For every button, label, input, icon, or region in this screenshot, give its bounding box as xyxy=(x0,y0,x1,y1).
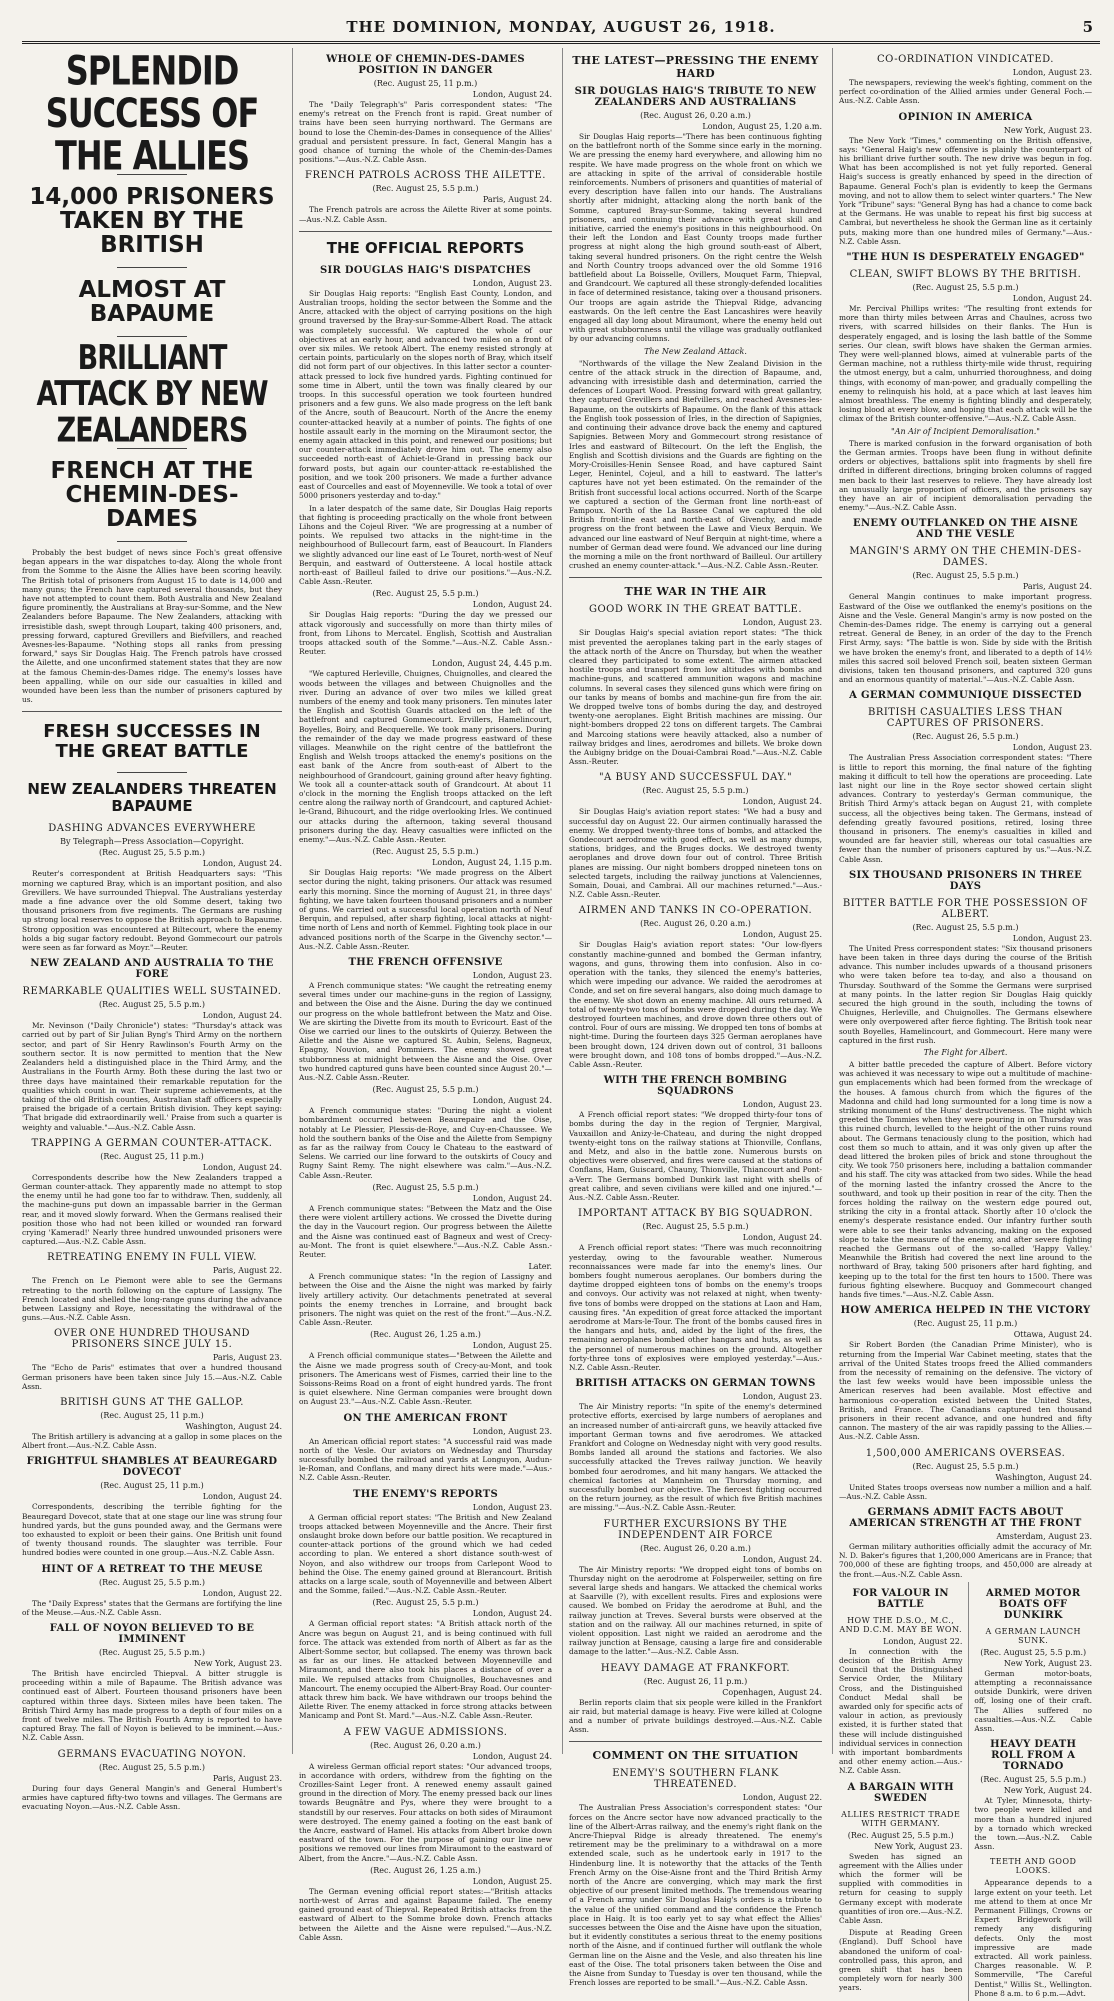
dateline: Paris, August 23. xyxy=(212,1353,282,1363)
dateline: London, August 24. xyxy=(472,1193,552,1203)
headline-war-in-air: THE WAR IN THE AIR xyxy=(624,585,767,599)
section-heading: SIX THOUSAND PRISONERS IN THREE DAYS xyxy=(849,869,1082,892)
dateline: Ottawa, August 24. xyxy=(1013,1330,1092,1340)
section-heading: ON THE AMERICAN FRONT xyxy=(343,1412,508,1424)
article-paragraph: A French communique states: "In the region of Lassigny and between the Oise and the Aisne the night was marked by fairly lively artillery activity. Our detachments penetrated at several points the enemy trenches in Lorraine, and brought back prisoners. The night was quiet on the rest of the front."—Aus.-N.Z. Cable Assn.-Reuter. xyxy=(299,1272,552,1328)
article-paragraph: The French patrols are across the Ailette River at some points.—Aus.-N.Z. Cable Assn. xyxy=(299,205,552,224)
received-line: (Rec. August 25, 5.5 p.m.) xyxy=(980,1775,1087,1785)
section-heading: HEAVY DEATH ROLL FROM A TORNADO xyxy=(990,1739,1077,1773)
section-heading: NEW ZEALAND AND AUSTRALIA TO THE FORE xyxy=(30,958,274,981)
section-heading: FALL OF NOYON BELIEVED TO BE IMMINENT xyxy=(49,1623,255,1645)
article-paragraph: A French official report states: "We dropped thirty-four tons of bombs during the day in the region of Tergnier, Margival, Vauxaillon and Anizy-le-Chateau, and during the night dropped twenty-eight tons on the railway stations at Thionville, Conflans, and Metz, and also in the battle zone. Numerous bursts on objectives were observed, and fires were caused at the stations of Conflans, Ham, Guiscard, Chauny, Thionville, Thiancourt and Pont-a-Verr. The Germans bombed Dunkirk last night with shells of great calibre, and seven civilians were killed and one injured."—Aus.-N.Z. Cable Assn.-Reuter. xyxy=(569,1110,822,1203)
section-heading: THE FRENCH OFFENSIVE xyxy=(348,957,503,969)
left-subcolumn xyxy=(839,1582,962,2001)
article-paragraph: Sir Douglas Haig reports: "During the day we pressed our attack vigorously and successfully on more than thirty miles of front, from Lihons to Mercatel. English, Scottish and Australian troops attacked south of the Somme."—Aus.-N.Z. Cable Assn.-Reuter. xyxy=(299,610,552,657)
dateline: London, August 23. xyxy=(472,278,552,288)
intro-paragraph: Probably the best budget of news since Foch's great offensive began appears in the war dispatches to-day. Along the whole front from the Somme to the Aisne the Allies have been scoring heavily. The British total of prisoners from August 15 to date is 14,000 and many guns; the French have captured several thousands, but they have not attempted to count them. Both Australia and New Zealand figure prominently, the Australians at Bray-sur-Somme, and the New Zealanders before Bapaume. The New Zealanders, attacking with irresistible dash, swept through Loupart, taking 400 prisoners, and, pressing forward, captured Grevillers and Biefvillers, and reached Avesnes-les-Bapaume. "Nothing stops all ranks from pressing forward," says Sir Douglas Haig. The French patrols have crossed the Ailette, and one unconfirmed statement states that they are now at the famous Chemin-des-Dames ridge. The enemy's losses have been appalling, while on our side our casualties in killed and wounded have been less than the number of prisoners captured by us. xyxy=(22,548,282,705)
divider xyxy=(299,231,552,232)
section-heading: HOW AMERICA HELPED IN THE VICTORY xyxy=(840,1305,1091,1317)
received-line: (Rec. August 25, 5.5 p.m.) xyxy=(912,283,1019,293)
dateline: London, August 24, 1.15 p.m. xyxy=(432,858,552,868)
article-paragraph: The United Press correspondent states: "Six thousand prisoners have been taken in three days during the course of the British advance. This number includes upwards of a thousand prisoners who were taken before tea to-day, and also a thousand on Thursday. Southward of the Somme the Germans were surprised at many points. In the latter region Sir Douglas Haig quickly secured the high ground in the south, including the towns of Chuignes, Herleville, and Chuignolles. The Germans elsewhere were only overpowered after fierce fighting. The British took near south Boyelles, Hamelincourt, and Gommecourt. Here many were captured in the first rush. xyxy=(839,943,1092,1045)
dateline: London, August 24. xyxy=(472,90,552,99)
received-line: (Rec. August 25, 5.5 p.m.) xyxy=(372,847,479,857)
article-paragraph: "We captured Herleville, Chuignes, Chuignolles, and cleared the woods between the villages and between Chuignolles and the river. During an advance of over two miles we killed great numbers of the enemy and took many prisoners. Ten minutes later the English and Scottish Guards attacked on the left of the battlefront and captured Gommecourt. Ervillers, Hamelincourt, Boyelles, Boiry, and Becquerelle. We took many prisoners. During the remainder of the day we made progress eastward of these villages. Meanwhile on the right centre of the battlefront the English and Welsh troops attacked the enemy's positions on the east bank of the Ancre from south-east of Albert to the neighbourhood of Grandcourt, gaining ground after heavy fighting. We took all a counter-attack south of Grandcourt. At about 11 o'clock in the morning the English troops attacked on the left centre along the railway north of Grandcourt, and captured Achiet-le-Grand, Bihucourt, and the ridge overlooking Irles. We continued our attacks during the afternoon, taking several thousand prisoners during the day. Heavy casualties were inflicted on the enemy."—Aus.-N.Z. Cable Assn.-Reuter. xyxy=(299,669,552,844)
article-paragraph: In a later despatch of the same date, Sir Douglas Haig reports that fighting is proceeding practically on the whole front between Lihons and the Cojeul River. "We are progressing at a number of points. We repulsed two attacks in the night-time in the neighbourhood of Bullecourt farm, east of Beaucourt. In Flanders we slightly advanced our line east of Le Touret, north-west of Neuf Berquin, and eastward of Outtersteene. A local hostile attack north-east of Bailleul failed to drive our positions."—Aus.-N.Z. Cable Assn.-Reuter. xyxy=(299,503,552,587)
section-subheading: MANGIN'S ARMY ON THE CHEMIN-DES-DAMES. xyxy=(849,546,1082,569)
article-paragraph: The French on Le Piemont were able to see the Germans retreating to the north following on the capture of Lassigny. The French located and shelled the long-range guns during the advance between Lassigny and Roye, necessitating the withdrawal of the guns.—Aus.-N.Z. Cable Assn. xyxy=(22,1276,282,1323)
dateline: London, August 24. xyxy=(472,1096,552,1106)
dateline: London, August 23. xyxy=(1012,743,1092,753)
dateline: New York, August 23. xyxy=(1003,1658,1092,1668)
dateline: New York, August 23. xyxy=(1003,125,1092,135)
column-3 xyxy=(562,48,822,1988)
article-paragraph: The Air Ministry reports: "In spite of the enemy's determined protective efforts, exercised by large numbers of aeroplanes and an increased number of anti-aircraft guns, we heavily attacked five important German towns and five aerodromes. We attacked Frankfort and Cologne on Wednesday night with very good results. Bombs landed all around the stations and factories. We also successfully attacked the Treves railway junction. We heavily bombed four aerodromes, and hit many hangars. We attacked the chemical factories at Mannheim on Thursday morning, and successfully bombed our objective. The fiercest fighting occurred on the return journey, as the result of which five British machines are missing."—Aus.-N.Z. Cable Assn.-Reuter. xyxy=(569,1402,822,1513)
article-paragraph: The German evening official report states:—"British attacks north-west of Arras and against Bapaume failed. The enemy gained ground east of Thiepval. Repeated British attacks from the eastward of Albert to the Somme broke down. French attacks between the Ailette and the Aisne were repulsed."—Aus.-N.Z. Cable Assn. xyxy=(299,1886,552,1942)
article-paragraph: The Air Ministry reports: "We dropped eight tons of bombs on Thursday night on the aerodrome at Folsperweiler, setting on fire several large sheds and hangars. We attacked the chemical works at Saarville (?), with excellent results. Fires and explosions were caused. We bombed on Friday the aerodrome at Buhl, and the railway junction at Treves. Several bursts were observed at the station and on the railway. All our machines returned, in spite of violent opposition. Last night we raided an aerodrome and the railway junction at Bensage, causing a large fire and considerable damage to the latter."—Aus.-N.Z. Cable Assn. xyxy=(569,1564,822,1657)
headline-bapaume: ALMOST AT BAPAUME xyxy=(78,277,226,327)
dateline: Paris, August 24. xyxy=(482,195,552,205)
received-line: (Rec. August 26, 5.5 p.m.) xyxy=(912,732,1019,742)
divider xyxy=(117,267,187,268)
section-heading: A FEW VAGUE ADMISSIONS. xyxy=(343,1726,508,1738)
section-heading: IMPORTANT ATTACK BY BIG SQUADRON. xyxy=(578,1208,813,1220)
dateline: London, August 24. xyxy=(1012,294,1092,304)
headline-prisoners: 14,000 PRISONERS TAKEN BY THE BRITISH xyxy=(29,184,275,258)
dateline: London, August 22. xyxy=(742,1793,822,1803)
headline-comment: COMMENT ON THE SITUATION xyxy=(592,1749,799,1763)
article-paragraph: The British have encircled Thiepval. A bitter struggle is proceeding within a mile of Bapaume. The British advance was continued east of Albert. Fourteen thousand prisoners have been captured within three days. Sixteen miles have been taken. The British Third Army has made progress to a depth of four miles on a front of twelve miles. The British Fourth Army is reported to have captured Bray. The fall of Noyon is believed to be imminent.—Aus.-N.Z. Cable Assn. xyxy=(22,1669,282,1743)
article-paragraph: Mr. Nevinson ("Daily Chronicle") states: "Thursday's attack was carried out by part of Sir Julian Byng's Third Army on the northern sector, and part of Sir Henry Rawlinson's Fourth Army on the southern sector. It is now permitted to mention that the New Zealanders held a distinguished place in the Third Army, and the Australians in the Fourth Army. Both these during the last two or three days have maintained their remarkable reputation for the qualities which count in war. Their supreme achievements, at the taking of the old British counties, Australian staff officers especially praised the brigade of a certain British division. They kept saying: 'That brigade did extraordinarily well.' Praise from such a quarter is weighty and valuable."—Aus.-N.Z. Cable Assn. xyxy=(22,1021,282,1132)
article-paragraph: German motor-boats, attempting a reconnaissance outside Dunkirk, were driven off, losing one of their craft. The Allies suffered no casualties.—Aus.-N.Z. Cable Assn. xyxy=(974,1668,1092,1733)
section-subheading: BRITISH CASUALTIES LESS THAN CAPTURES OF PRISONERS. xyxy=(867,707,1064,730)
section-subheading: REMARKABLE QUALITIES WELL SUSTAINED. xyxy=(22,986,282,998)
received-line: (Rec. August 25, 5.5 p.m.) xyxy=(372,589,479,599)
section-heading: AIRMEN AND TANKS IN CO-OPERATION. xyxy=(578,905,813,917)
article-paragraph: Sir Douglas Haig reports: "English East County, London, and Australian troops, holding the sector between the Somme and the Ancre, attacked with the object of carrying positions on the high ground traversed by the Bray-sur-Somme-Albert Road. The attack was completely successful. We captured the whole of our objectives at an early hour, and advanced two miles on a front of over six miles. We retook Albert. The enemy resisted strongly at certain points, particularly on the slopes north of Bray, which itself did not form part of our objectives. In this latter sector a counter-attack pressed to lock five hundred yards. Fighting continued for some time in Albert, until the town was finally cleared by our troops. In this successful operation we took fourteen hundred prisoners and a few guns. We also made progress on the left bank of the Ancre, south of Beaucourt. North of the Ancre the enemy counter-attacked heavily at a number of points. The fights of one hostile assault early in the morning on the Miraumont sector, the enemy again attacked in this point, and renewed our positions; but our counter-attack immediately drove him out. The enemy also succeeded north-east of Achiet-le-Grand in pressing back our forward posts, but again our counter-attack re-established the position, and we took 200 prisoners. We made a further advance east of Courcelles and east of Moyenneville. We took a total of over 5000 prisoners yesterday and to-day." xyxy=(299,288,552,501)
article-paragraph: A French communique states: "We caught the retreating enemy several times under our machine-guns in the region of Lassigny, and between the Oise and the Aisne. During the day we continued our progress on the whole battlefront between the Matz and Oise. We are skirting the Divette from its mouth to Evricourt. East of the Oise we carried our lines to the outskirts of Quierzy. Between the Ailette and the Aisne we captured St. Aubin, Selens, Bagneux, Epagny, Nouvion, and Pommiers. The enemy showed great stubbornness at midnight between the Aisne and the Oise. Over two hundred captured guns have been counted since August 20."—Aus.-N.Z. Cable Assn.-Reuter. xyxy=(299,981,552,1083)
received-line: (Rec. August 25, 5.5 p.m.) xyxy=(847,1830,954,1840)
article-paragraph: Sweden has signed an agreement with the Allies under which the former will be supplied with commodities in return for ceasing to supply Germany except with moderate quantities of iron ore.—Aus.-N.Z. Cable Assn. xyxy=(839,1851,963,1926)
section-subheading: CLEAN, SWIFT BLOWS BY THE BRITISH. xyxy=(849,269,1082,281)
article-paragraph: An American official report states: "A successful raid was made north of the Vesle. Our aviators on Wednesday and Thursday successfully bombed the railroad and yards at Longuyon, Audun-le-Roman, and Conflans, and many direct hits were made."—Aus.-N.Z. Cable Assn.-Reuter. xyxy=(299,1436,552,1483)
received-line: (Rec. August 25, 5.5 p.m.) xyxy=(372,184,479,194)
article-paragraph: "Northwards of the village the New Zealand Division in the centre of the attack struck in the direction of Bapaume, and, advancing with irresistible dash and determination, carried the defences of Loupart Wood. Pressing forward with great gallantry, they captured Grevillers and Biefvillers, and reached Avesnes-les-Bapaume, on the outskirts of Bapaume. On the flank of this attack the English took possession of Irles, in the direction of Sapignies, and continuing their advance drove back the enemy and captured Sapignies. Between Mory and Gommecourt strong resistance of Irles and eastward of Biltecourt. On the left the English, the English and Scottish divisions and the Guards are fighting on the Mory-Croisilles-Henin Sensee Road, and have captured Saint Leger, Henintel, Cojeul, and a hill to eastward. The latter's captures have not yet been estimated. On the remainder of the British front successful local actions occurred. North of the Scarpe we captured a section of the German front line north-east of Fampoux. North of the La Bassee Canal we captured the old British front-line east and north-east of Givenchy, and made progress on the front between the Lawe and Vieux Berquin. We advanced our line eastward of Neuf Berquin at night-time, where a number of German dead were found. We advanced our line during the morning a mile on the front northward of Bailleul. Our artillery crushed an enemy counter-attack."—Aus.-N.Z. Cable Assn.-Reuter. xyxy=(569,358,822,571)
received-line: (Rec. August 25, 11 p.m.) xyxy=(100,1410,204,1420)
divider xyxy=(569,577,822,578)
dateline: Paris, August 24. xyxy=(1022,582,1092,592)
dateline: Washington, August 24. xyxy=(185,1421,282,1431)
section-heading: FRENCH PATROLS ACROSS THE AILETTE. xyxy=(305,170,546,182)
received-line: (Rec. August 25, 5.5 p.m.) xyxy=(99,1577,205,1587)
dateline: London, August 23. xyxy=(742,618,822,628)
section-heading: FRIGHTFUL SHAMBLES AT BEAUREGARD DOVECOT xyxy=(26,1456,278,1479)
section-subheading: A GERMAN LAUNCH SUNK. xyxy=(985,1626,1081,1645)
dateline: New York, August 23. xyxy=(193,1659,282,1668)
received-line: (Rec. August 26, 0.20 a.m.) xyxy=(370,1740,481,1750)
article-paragraph: German military authorities officially admit the accuracy of Mr. N. D. Baker's figures that 1,200,000 Americans are in France; that 700,000 of these are fighting troops, and 450,000 are already at the front.—Aus.-N.Z. Cable Assn. xyxy=(839,1541,1092,1579)
received-line: (Rec. August 25, 5.5 p.m.) xyxy=(99,1762,205,1772)
article-paragraph: A German official report states: "A British attack north of the Ancre was begun on August 21, and is being continued with full force. The attack was extended from north of Albert as far as the Albert-Somme sector, but collapsed. The enemy was thrown back as far as our lines. He attacked between Moyenneville and Miraumont, and there also took his places a distance of over a mile. We repulsed attacks from Chuignolles, Bouchavesnes and Mancourt. The enemy occupied the Albert-Bray Road. Our counter-attack threw him back. We have withdrawn our troops behind the Ailette River. The enemy attacked in force strong attacks between Manicamp and Pont St. Mard."—Aus.-N.Z. Cable Assn.-Reuter. xyxy=(299,1619,552,1721)
article-paragraph: The Australian Press Association correspondent states: "There is little to report this morning, the final nature of the fighting making it difficult to tell how the operations are proceeding. Late last night our line in the Roye sector showed certain slight advances. Contrary to yesterday's German communique, the British Third Army's attack began on August 21, with complete success, all the objectives being taken. The Germans, instead of defending greatly favoured positions, retired, losing three thousand in prisoners. The enemy's casualties in killed and wounded are far heavier still, whereas our total casualties are fewer than the number of prisoners captured by us."—Aus.-N.Z. Cable Assn. xyxy=(839,753,1092,864)
dateline: London, August 24. xyxy=(472,1609,552,1619)
dateline: London, August 23. xyxy=(1012,68,1092,77)
dateline: London, August 24. xyxy=(742,1233,822,1243)
section-subheading: ALLIES RESTRICT TRADE WITH GERMANY. xyxy=(841,1809,961,1828)
article-paragraph: A German official report states: "The British and New Zealand troops attacked between Moyenneville and the Ancre. Their first onslaught broke down before our battle position. We recaptured in counter-attack portions of the ground which we had ceded according to plan. We entered a short distance south-west of Noyon, and also withdrew our troops from Carlepont Wood to behind the Oise. The enemy gained ground at Blerancourt. British attacks on a large scale, south of Moyenneville and between Albert and the Somme, failed."—Aus.-N.Z. Cable Assn.-Reuter. xyxy=(299,1512,552,1596)
dateline: London, August 22. xyxy=(202,1588,282,1598)
headline-new-zealanders: BRILLIANT ATTACK BY NEW ZEALANDERS xyxy=(36,338,268,451)
headline-main: SPLENDID SUCCESS OF THE ALLIES xyxy=(45,46,259,180)
dateline: London, August 23. xyxy=(472,971,552,981)
article-paragraph: A French communique states: "Between the Matz and the Oise there were violent artillery actions. We crossed the Divette during the day in the Vaucourt region. Our progress between the Ailette and the Aisne was continued east of Bagneux and west of Crecy-au-Mont. The front is quiet elsewhere."—Aus.-N.Z. Cable Assn.-Reuter. xyxy=(299,1203,552,1259)
article-paragraph: Sir Douglas Haig reports: "We made progress on the Albert sector during the night, taking prisoners. Our attack was resumed early this morning. Since the morning of August 21, in three days' fighting, we have taken fourteen thousand prisoners and a number of guns. We carried out a successful local operation north of Neuf Berquin, and repulsed, after sharp fighting, local attacks at night-time north of Lens and north of Kemmel. Fighting took place in our advanced positions north of the Scarpe in the Givenchy sector."—Aus.-N.Z. Cable Assn.-Reuter. xyxy=(299,868,552,951)
dateline: London, August 24. xyxy=(742,1554,822,1564)
article-paragraph: A French official report states: "There was much reconnoitring yesterday, owing to the favourable weather. Numerous reconnaissances were made far into the enemy's lines. Our bombers fought numerous aeroplanes. Our bombers during the daytime dropped eighteen tons of bombs on the enemy's troops and convoys. Our activity was not relaxed at night, when twenty-five tons of bombs were dropped on the stations at Laon and Ham, causing fires. "An expedition of great force attacked the important aerodrome at Mars-le-Tour. The front of the bombs caused fires in the hangars and huts, and, aided by the light of the fires, the remaining aeroplanes bombed other hangars and huts, as well as the personnel of numerous machines on the ground. Altogether forty-three tons of explosives were employed yesterday."—Aus.-N.Z. Cable Assn.-Reuter. xyxy=(569,1243,822,1372)
headline-dashing: DASHING ADVANCES EVERYWHERE xyxy=(48,823,256,835)
headline-official-reports: THE OFFICIAL REPORTS xyxy=(326,238,525,257)
received-line: (Rec. August 26, 0.20 a.m.) xyxy=(640,111,751,120)
article-paragraph: A French official communique states—"Between the Ailette and the Aisne we made progress south of Crecy-au-Mont, and took prisoners. The Americans west of Fismes, carried their line to the Soissons-Reims Road on a front of eight hundred yards. The front is quiet elsewhere. Nine German companies were brought down on August 23."—Aus.-N.Z. Cable Assn.-Reuter. xyxy=(299,1351,552,1407)
headline-haig-tribute: SIR DOUGLAS HAIG'S TRIBUTE TO NEW ZEALANDERS AND AUSTRALIANS xyxy=(574,86,817,108)
dateline: London, August 23. xyxy=(1012,933,1092,943)
section-heading: A BARGAIN WITH SWEDEN xyxy=(847,1781,954,1804)
received-line: (Rec. August 26, 1.25 a.m.) xyxy=(370,1330,481,1340)
article-paragraph: Correspondents, describing the terrible fighting for the Beauregard Dovecot, state that at one stage our line was strung four hundred yards, but the guns pounded away, and the Germans were too exhausted to exploit or been their gains. One British unit found of twenty thousand rounds. The slaughter was terrible. Four hundred bodies were counted in one group.—Aus.-N.Z. Cable Assn. xyxy=(22,1502,282,1558)
headline-french: FRENCH AT THE CHEMIN-DES-DAMES xyxy=(50,458,254,532)
received-line: (Rec. August 25, 11 p.m.) xyxy=(100,1481,204,1491)
dateline: London, August 24. xyxy=(202,859,282,869)
dateline: Washington, August 24. xyxy=(995,1472,1092,1482)
received-line: (Rec. August 26, 0.20 a.m.) xyxy=(640,919,751,929)
article-paragraph: The New York "Times," commenting on the British offensive, says: "General Haig's new offensive is plainly the counterpart of his brilliant drive further south. The new drive was begun in fog. What has been accomplished is not yet fully reported. General Haig's success is greatly enhanced by speed in the direction of Bapaume. General Foch's plan is evidently to keep the Germans moving, and not to allow them to select winter quarters." The New York "Tribune" says: "General Byng has had a chance to come back at the Germans. He was unable to repeat his first big success at Cambrai, but nevertheless he shook the German line as it certainly puts, making more than one hundred miles of Germany."—Aus.-N.Z. Cable Assn. xyxy=(839,135,1092,246)
article-paragraph: The "Echo de Paris" estimates that over a hundred thousand German prisoners have been taken since July 15.—Aus.-N.Z. Cable Assn. xyxy=(22,1363,282,1391)
section-heading: "A BUSY AND SUCCESSFUL DAY." xyxy=(598,772,793,784)
section-heading: OPINION IN AMERICA xyxy=(898,111,1033,123)
dateline: New York, August 23. xyxy=(874,1841,963,1851)
section-heading: ENEMY OUTFLANKED ON THE AISNE AND THE VESLE xyxy=(853,518,1078,541)
dateline: Later. xyxy=(528,1262,552,1272)
received-line: (Rec. August 26, 1.25 a.m.) xyxy=(370,1865,481,1875)
byline: By Telegraph—Press Association—Copyright. xyxy=(60,837,244,847)
masthead-title: THE DOMINION, MONDAY, AUGUST 26, 1918. xyxy=(346,18,776,36)
received-line: (Rec. August 25, 5.5 p.m.) xyxy=(99,1648,205,1657)
article-paragraph: There is marked confusion in the forward organisation of both the German armies. Troops have been flung in without definite orders or objectives, battalions split into fragments by shell fire drifted in different directions, bringing broken columns of ragged men back to their last reserves to relieve. They have already lost an unusually large proportion of officers, and the prisoners say they have an air of incipient demoralisation pervading the enemy."—Aus.-N.Z. Cable Assn. xyxy=(839,438,1092,513)
received-line: (Rec. August 25, 5.5 p.m.) xyxy=(372,1182,479,1192)
received-line: (Rec. August 25, 5.5 p.m.) xyxy=(99,1000,205,1010)
article-paragraph: A French communique states: "During the night a violent bombardment occurred between Beaurepaire and the Oise, notably at Le Plessier, Plessis-de-Roye, and Cuy-en-Chaussee. We hold the southern banks of the Oise and the Ailette from Sempigny as far as the railway from Coucy le Chateau to the eastward of Selens. We carried our line forward to the outskirts of Coucy and Rugny Saint Remy. The night elsewhere was calm."—Aus.-N.Z. Cable Assn.-Reuter. xyxy=(299,1106,552,1180)
article-paragraph: Mr. Percival Phillips writes: "The resulting front extends for more than thirty miles between Arras and Chaulnes, across two rivers, with scarred hillsides on their flanks. The Hun is desperately engaged, and is losing the lash battle of the Somme series. Our clean, swift blows have shaken the German armies. They were well-planned blows, aimed at vulnerable parts of the German machine, not a ruthless thirty-mile wide thrust, requiring the utmost energy, but a calm, unhurried thoroughness, and doing things, with economy of man-power, and gradually compelling the enemy to relinquish his hold, at a pace which at last leaves him almost breathless. The enemy is fighting blindly and desperately, losing blood at every blow, and hoping that each attack will be the climax of the British counter-offensive."—Aus.-N.Z. Cable Assn. xyxy=(839,304,1092,424)
subheading: "An Air of Incipient Demoralisation." xyxy=(891,426,1040,436)
dateline: London, August 25, 1.20 a.m. xyxy=(702,122,822,131)
dateline: New York, August 24. xyxy=(1003,1786,1092,1796)
received-line: (Rec. August 25, 5.5 p.m.) xyxy=(980,1647,1087,1657)
column-4 xyxy=(832,48,1092,1998)
section-heading: A GERMAN COMMUNIQUE DISSECTED xyxy=(849,690,1082,702)
dateline: London, August 24. xyxy=(472,1751,552,1761)
article-paragraph: In connection with the decision of the British Army Council that the Distinguished Service Order, the Military Cross, and the Distinguished Conduct Medal shall be awarded only for specific acts of valour in action, as previously existed, it is further stated that these will include distinguished individual services in connection with important bombardments and other enemy action.—Aus.-N.Z. Cable Assn. xyxy=(839,1646,963,1776)
divider xyxy=(569,1741,822,1742)
article-paragraph: Dispute at Reading Green (England). Duff School have abandoned the uniform of coal-controlled pass, this apron, and green shift that has been completely worn for nearly 300 years. xyxy=(839,1928,963,1993)
received-line: (Rec. August 25, 5.5 p.m.) xyxy=(99,848,205,858)
received-line: (Rec. August 25, 5.5 p.m.) xyxy=(372,1085,479,1095)
masthead xyxy=(22,18,1100,44)
section-heading: GERMANS EVACUATING NOYON. xyxy=(57,1748,247,1760)
section-heading: FURTHER EXCURSIONS BY THE INDEPENDENT AIR FORCE xyxy=(603,1518,788,1541)
article-paragraph: The Australian Press Association's correspondent states: "Our forces on the Ancre sector have now advanced practically to the line of the Albert-Arras railway, and the enemy's right flank on the Ancre-Thiepval Ridge is already threatened. The enemy's retirement may be the preliminary to a withdrawal on a more extended scale, such as he undertook early in 1917 to the Hindenburg line. It is noteworthy that the attacks of the Tenth French Army on the Oise-Aisne front and the Third British Army north of the Ancre are converging, which may mark the first objective of our present limited methods. The tremendous wearing of a French army under Sir Douglas Haig's orders is a tribute to the value of the unified command and the confidence the French place in Haig. It is too early yet to say what effect the Allies' successes between the Oise and the Aisne have upon the situation, but it evidently constitutes a serious threat to the enemy positions north of the Aisne, and if continued further will outflank the whole German line on the Aisne and the Vesle, and also threaten his line east of the Oise. The total prisoners taken between the Oise and the Aisne from Sunday to Tuesday is over ten thousand, while the French losses are reported to be small."—Aus.-N.Z. Cable Assn. xyxy=(569,1803,822,1988)
headline-threaten-bapaume: NEW ZEALANDERS THREATEN BAPAUME xyxy=(27,780,277,816)
received-line: (Rec. August 25, 11 p.m.) xyxy=(913,1319,1018,1329)
received-line: (Rec. August 25, 5.5 p.m.) xyxy=(912,571,1019,581)
advert-text: Appearance depends to a large extent on your teeth. Let me attend to them at once Mr Permanent Fillings, Crowns or Expert Bridgework will remedy any disfiguring defects. Only the most impressive are made extracted. All work painless. Charges reasonable. W. P. Sommerville, "The Careful Dentist," Willis St., Wellington. Phone 8 a.m. to 6 p.m.—Advt. xyxy=(974,1878,1092,1998)
page-number: 5 xyxy=(1082,18,1094,36)
article-paragraph: Correspondents describe how the New Zealanders trapped a German counter-attack. They apparently made no attempt to stop the enemy until he had gone too far to withdraw. Then, suddenly, all the machine-guns put down an impassable barrier in the German rear, and it moved slowly forward. When the Germans realised their position those who had not been killed or wounded ran forward crying 'Kamerad!' Nearly three hundred unwounded prisoners were captured.—Aus.-N.Z. Cable Assn. xyxy=(22,1172,282,1247)
section-subheading: BITTER BATTLE FOR THE POSSESSION OF ALBERT. xyxy=(842,897,1089,920)
subheading: The New Zealand Attack. xyxy=(644,346,747,356)
received-line: (Rec. August 26, 11 p.m.) xyxy=(643,1676,748,1686)
article-paragraph: The "Daily Telegraph's" Paris correspondent states: "The enemy's retreat on the French front is rapid. Great number of trains have been seen hurrying northward. The Germans are bound to lose the Chemin-des-Dames in consequence of the Allies' gradual and persistent pressure. In fact, General Mangin has a good chance of turning the whole of the Chemin-des-Dames positions."—Aus.-N.Z. Cable Assn. xyxy=(299,100,552,165)
article-paragraph: During four days General Mangin's and General Humbert's armies have captured fifty-two towns and villages. The Germans are evacuating Noyon.—Aus.-N.Z. Cable Assn. xyxy=(22,1783,282,1812)
advert-heading: TEETH AND GOOD LOOKS. xyxy=(989,1857,1077,1876)
section-heading: WHOLE OF CHEMIN-DES-DAMES POSITION IN DANGER xyxy=(326,54,525,76)
section-heading: ARMED MOTOR BOATS OFF DUNKIRK xyxy=(985,1587,1081,1621)
article-paragraph: At Tyler, Minnesota, thirty-two people were killed and more than a hundred injured by a tornado which wrecked the town.—Aus.-N.Z. Cable Assn. xyxy=(974,1796,1092,1852)
article-paragraph: Sir Douglas Haig's aviation report states: "Our low-flyers constantly machine-gunned and bombed the German infantry, wagons, and guns, throwing them into confusion. Also in co-operation with the tanks, they silenced the enemy's batteries, which were impeding our advance. We raided the aerodromes at Conde, and set on fire several hangars, also doing much damage to the enemy. We shot down an enemy machine. All ours returned. A total of twenty-two tons of bombs were dropped during the day. We destroyed fourteen machines, and drove down three others out of control. Four of ours are missing. We dropped ten tons of bombs at night-time. During the fourteen days 325 German aeroplanes have been brought down, 124 driven down out of control, 31 balloons were brought down, and 108 tons of bombs dropped."—Aus.-N.Z. Cable Assn.-Reuter. xyxy=(569,940,822,1070)
article-paragraph: Sir Douglas Haig's aviation report states: "We had a busy and successful day on August 22. Our airmen continually harassed the enemy. We dropped twenty-three tons of bombs, and attacked the Gondecourt aerodrome with good effect, as well as many dumps, stations, bridges, and the Bruges docks. We destroyed twenty aeroplanes and drove down four out of control. Three British planes are missing. Our night bombers dropped nineteen tons on selected targets, including the railway junctions at Valenciennes, Somain, Douai, and Cambrai. All our machines returned."—Aus.-N.Z. Cable Assn.-Reuter. xyxy=(569,807,822,900)
dateline: London, August 25. xyxy=(742,930,822,940)
received-line: (Rec. August 25, 5.5 p.m.) xyxy=(912,922,1019,932)
received-line: (Rec. August 25, 5.5 p.m.) xyxy=(372,1598,479,1608)
section-heading: THE ENEMY'S REPORTS xyxy=(352,1488,498,1500)
received-line: (Rec. August 25, 5.5 p.m.) xyxy=(642,1222,749,1232)
received-line: (Rec. August 25, 5.5 p.m.) xyxy=(912,1461,1019,1471)
dateline: London, August 24, 4.45 p.m. xyxy=(432,659,552,669)
right-subcolumn xyxy=(968,1582,1092,2001)
dateline: Paris, August 22. xyxy=(212,1266,282,1276)
received-line: (Rec. August 26, 0.20 a.m.) xyxy=(640,1543,751,1553)
dateline: London, August 25. xyxy=(472,1341,552,1351)
dateline: Copenhagen, August 24. xyxy=(722,1687,822,1697)
article-paragraph: Berlin reports claim that six people were killed in the Frankfort air raid, but material damage is heavy. Five were killed at Cologne and a number of private buildings destroyed.—Aus.-N.Z. Cable Assn. xyxy=(569,1697,822,1735)
article-paragraph: The newspapers, reviewing the week's fighting, comment on the perfect co-ordination of the Allied armies under General Foch.—Aus.-N.Z. Cable Assn. xyxy=(839,78,1092,106)
section-heading: BRITISH GUNS AT THE GALLOP. xyxy=(60,1396,244,1408)
dateline: London, August 23. xyxy=(472,1502,552,1512)
section-heading: WITH THE FRENCH BOMBING SQUADRONS xyxy=(603,1075,788,1098)
section-heading: HEAVY DAMAGE AT FRANKFORT. xyxy=(600,1662,791,1674)
subheading: The Fight for Albert. xyxy=(923,1048,1008,1058)
dateline: London, August 24. xyxy=(202,1011,282,1021)
section-heading: HINT OF A RETREAT TO THE MEUSE xyxy=(41,1563,263,1575)
article-paragraph: General Mangin continues to make important progress. Eastward of the Oise we outflanked the enemy's positions on the Aisne and the Vesle. General Mangin's army is now posted on the Chemin-des-Dames ridge. The enemy is carrying out a general retreat. General de Beney, in an order of the day to the French First Army, says: "The battle is won. Side by side with the British we have broken the enemy's front, and liberated to a depth of 14½ miles this sacred soil beloved French soil, beaten sixteen German divisions, taken ten thousand prisoners, and captured 320 guns and an enormous quantity of material."—Aus.-N.Z. Cable Assn. xyxy=(839,592,1092,685)
headline-fresh-successes: FRESH SUCCESSES IN THE GREAT BATTLE xyxy=(43,721,261,763)
section-heading: FOR VALOUR IN BATTLE xyxy=(852,1587,949,1610)
divider xyxy=(117,336,187,337)
dateline: London, August 24. xyxy=(472,600,552,610)
section-subheading: HOW THE D.S.O., M.C., AND D.C.M. MAY BE WON. xyxy=(839,1615,963,1634)
section-heading: OVER ONE HUNDRED THOUSAND PRISONERS SINCE JULY 15. xyxy=(54,1328,250,1351)
dateline: Amsterdam, August 23. xyxy=(996,1531,1092,1541)
dateline: London, August 22. xyxy=(883,1636,963,1646)
dateline: London, August 23. xyxy=(742,1100,822,1110)
section-heading: GOOD WORK IN THE GREAT BATTLE. xyxy=(589,604,802,616)
dateline: London, August 24. xyxy=(742,797,822,807)
dateline: London, August 24. xyxy=(202,1492,282,1502)
dateline: London, August 24. xyxy=(202,1162,282,1172)
article-paragraph: United States troops overseas now number a million and a half.—Aus.-N.Z. Cable Assn. xyxy=(839,1482,1092,1501)
article-paragraph: Reuter's correspondent at British Headquarters says: "This morning we captured Bray, which is an important position, and also Grevillers. We have surrounded Thiepval. The Australians yesterday made a fine advance over the old Somme desert, taking two thousand prisoners from five regiments. The Germans are rushing up strong local reserves to oppose the British approach to Bapaume. Strong opposition was encountered at Biltecourt, where the enemy holds a big sugar factory redoubt. Beyond Gommecourt our patrols were seen as far forward as Moyr."—Reuter. xyxy=(22,869,282,953)
dateline: London, August 23. xyxy=(472,1426,552,1436)
article-paragraph: The British artillery is advancing at a gallop in some places on the Albert front.—Aus.-N.Z. Cable Assn. xyxy=(22,1431,282,1451)
received-line: (Rec. August 25, 5.5 p.m.) xyxy=(642,786,749,796)
section-heading: GERMANS ADMIT FACTS ABOUT AMERICAN STRENGTH AT THE FRONT xyxy=(849,1506,1082,1529)
column-2 xyxy=(292,48,552,1942)
article-paragraph: A bitter battle preceded the capture of Albert. Before victory was achieved it was necessary to wipe out a multitude of machine-gun emplacements which had been formed from the wreckage of the houses. A famous church from which the figures of the Madonna and child had long surmounted for a long time is now a striking monument of the Huns' destructiveness. The night which greeted the Tommies when they were pouring in on Thursday was this ruined church, levelled to the height of the other ruins round about. The Germans tenaciously clung to the position, which had cost them so much to attain, and it was only given up after the dead littered the broken piles of brick and stone throughout the city. We took 750 prisoners here, including a battalion commander and his staff. The city was attacked from two sides. While the head of the morning lasted the infantry crossed the Ancre to the southward, and took up their position in rear of the city. Then the forces holding the railway on the western edge poured out, striking the city in a frontal attack. Shortly after 10 o'clock the enemy's desperate resistance ended. Our infantry further south were able to see their tanks advancing, making on the exposed slope to take the measure of the enemy, and after severe fighting reached the Germans out of the so-called 'Happy Valley.' Meanwhile the British had covered the next line around to the northward of Bray, taking 500 prisoners after hard fighting, and keeping up to the total for the first ten hours to 1500. There was furious fighting elsewhere. Bucquoy and Gommecourt changed hands five times."—Aus.-N.Z. Cable Assn. xyxy=(839,1060,1092,1300)
received-line: (Rec. August 25, 11 p.m.) xyxy=(100,1151,204,1161)
section-heading: SIR DOUGLAS HAIG'S DISPATCHES xyxy=(320,264,531,276)
split-section xyxy=(839,1582,1092,2001)
dateline: London, August 23. xyxy=(742,1392,822,1402)
article-paragraph: Sir Robert Borden (the Canadian Prime Minister), who is returning from the Imperial War Cabinet meeting, states that the arrival of the United States troops freed the Allied commanders from the necessity of remaining on the defensive. The victory of the last few weeks would have been impossible unless the American reserves had been available. Most effective and harmonious co-operation existed between the United States, British, and France. The Canadians captured ten thousand prisoners in their recent advance, and one hundred and fifty cannon. The mastery of the air was rapidly passing to the Allies.—Aus.-N.Z. Cable Assn. xyxy=(839,1340,1092,1442)
column-1 xyxy=(22,46,282,1812)
article-paragraph: Sir Douglas Haig reports—"There has been continuous fighting on the battlefront north of the Somme since early in the morning. We are pressing the enemy hard everywhere, and allowing him no respite. We have made progress on the whole front on which we are attacking in spite of the arrival of considerable hostile reinforcements. Numbers of prisoners and quantities of material of every description have fallen into our hands. The Australians shortly after midnight, attacking along the north bank of the Somme, captured Bray-sur-Somme, taking several hundred prisoners, and continuing their advance with great skill and initiative, carried the enemy's positions in this neighbourhood. On their left the London and East County troops made further progress at night along the high ground south-east of Albert, taking several hundred prisoners. On the right centre the Welsh and North Country troops advanced over the old Somme 1916 battlefield about La Boisselle, Ovillers, Mouquet Farm, Thiepval, and Grandcourt. We captured all these strongly-defended localities in face of determined resistance, taking over a thousand prisoners. Our troops are again astride the Thiepval Ridge, advancing eastwards. On the left centre the East Lancashires were heavily engaged all day long about Miraumont, where the enemy held out with great stubbornness until the village was gradually outflanked by our advancing columns. xyxy=(569,132,822,344)
divider xyxy=(117,541,187,542)
article-paragraph: The "Daily Express" states that the Germans are fortifying the line of the Meuse.—Aus.-N.Z. Cable Assn. xyxy=(22,1598,282,1617)
dateline: London, August 25. xyxy=(472,1876,552,1886)
section-heading: CO-ORDINATION VINDICATED. xyxy=(877,54,1054,65)
section-heading: ENEMY'S SOUTHERN FLANK THREATENED. xyxy=(612,1768,779,1791)
section-heading: RETREATING ENEMY IN FULL VIEW. xyxy=(47,1252,257,1264)
headline-latest: THE LATEST—PRESSING THE ENEMY HARD xyxy=(572,54,819,80)
received-line: (Rec. August 25, 11 p.m.) xyxy=(373,79,478,88)
divider xyxy=(22,711,282,712)
section-heading: "THE HUN IS DESPERATELY ENGAGED" xyxy=(846,252,1085,264)
article-paragraph: Sir Douglas Haig's special aviation report states: "The thick mist prevented the aeroplanes taking part in the early stages of the attack north of the Ancre on Thursday, but when the weather cleared they participated to some extent. The airmen attacked hostile troops and transport from low altitudes with bombs and machine-guns, and scattered ammunition wagons and machine columns. In several cases they silenced guns which were firing on our tanks by means of bombs and machine-gun fire from the air. We dropped twelve tons of bombs during the day, and destroyed twenty-one aeroplanes. Eight British machines are missing. Our night-bombers dropped 22 tons on different targets. The Cambrai and Marcoing stations were heavily attacked, also a number of railway bridges and lines, aerodromes and billets. We broke down the Aubigny bridge on the Douai-Cambrai Road."—Aus.-N.Z. Cable Assn.-Reuter. xyxy=(569,628,822,767)
section-heading: BRITISH ATTACKS ON GERMAN TOWNS xyxy=(575,1378,816,1390)
article-paragraph: A wireless German official report states: "Our advanced troops, in accordance with orders, withdrew from the fighting on the Crozilles-Saint Leger front. A renewed enemy assault gained ground in the direction of Mory. The enemy pressed back our lines towards Beugnâtre and Pys, where they were brought to a standstill by our reserves. Four attacks on both sides of Miraumont were destroyed. The enemy gained a footing on the east bank of the Ancre, eastward of Hamel. His attacks from Albert broke down eastward of the town. For the purpose of gaining our line new positions we removed our lines from Miraumont to the eastward of Albert, from the Ancre."—Aus.-N.Z. Cable Assn. xyxy=(299,1761,552,1863)
divider xyxy=(117,772,187,773)
dateline: Paris, August 23. xyxy=(212,1773,282,1783)
section-heading: 1,500,000 AMERICANS OVERSEAS. xyxy=(865,1447,1066,1459)
section-heading: TRAPPING A GERMAN COUNTER-ATTACK. xyxy=(31,1137,273,1149)
